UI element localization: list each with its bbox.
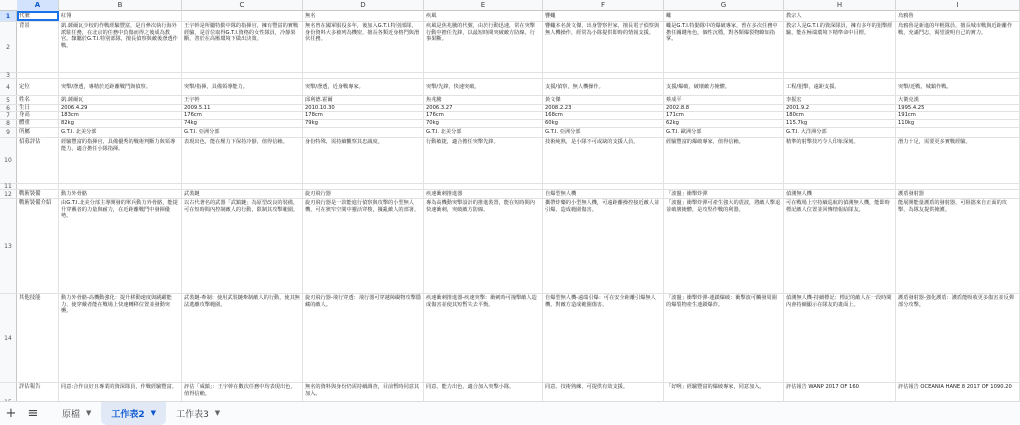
- table-row: [0, 120, 1020, 128]
- chevron-down-icon[interactable]: ▼: [150, 409, 157, 417]
- table-row: [0, 11, 1020, 22]
- cell-d3[interactable]: [303, 73, 424, 78]
- cell-f14[interactable]: 自爆型無人機-遠端引爆：可在安全距離引爆無人機，對敵方造成範圍傷害。: [543, 294, 664, 382]
- cell-i1[interactable]: 烏鴉魯: [896, 11, 1020, 21]
- table-row: [0, 96, 1020, 105]
- cell-h12[interactable]: 偵測無人機: [784, 190, 896, 198]
- cell-h8[interactable]: 115.7kg: [784, 120, 896, 127]
- cell-e12[interactable]: 疾速衝刺推進器: [424, 190, 543, 198]
- column-header-b[interactable]: B: [59, 0, 182, 11]
- cell-h14[interactable]: 偵測無人機-持續標記：標記的敵人在一段時間內會持續顯示在隊友的畫面上。: [784, 294, 896, 382]
- cell-i11[interactable]: [896, 184, 1020, 189]
- cell-a13[interactable]: 戰術裝備介紹: [17, 199, 59, 293]
- cell-i7[interactable]: 191cm: [896, 112, 1020, 119]
- column-header-bar: [0, 0, 1020, 11]
- table-row: [0, 22, 1020, 73]
- cell-b6[interactable]: 2006.4.29: [59, 105, 182, 111]
- cell-g13[interactable]: 「波盪」衝擊炸彈可產生強大的震波，將敵人擊退並破壞掩體，是攻堅作戰的利器。: [664, 199, 784, 293]
- cell-a8[interactable]: 體重: [17, 120, 59, 127]
- cell-e6[interactable]: 2006.3.27: [424, 105, 543, 111]
- cell-d1[interactable]: 無名: [303, 11, 424, 21]
- cell-g2[interactable]: 蠍是G.T.I.特勤隊中的爆破專家，曾在多次任務中擔任關鍵角色，個性沉穩，對各類爆裂物瞭如指掌。: [664, 22, 784, 72]
- cell-f13[interactable]: 攜帶炸藥的小型無人機，可遠距離操控接近敵人並引爆，造成範圍傷害。: [543, 199, 664, 293]
- cell-a9[interactable]: 所屬: [17, 128, 59, 137]
- chevron-down-icon[interactable]: ▼: [86, 409, 92, 417]
- cell-f2[interactable]: 響蠅本名黃文傑，出身警察世家，擅長電子偵察與無人機操作，經常為小隊提供即時的情報支援。: [543, 22, 664, 72]
- column-header-i[interactable]: I: [896, 0, 1020, 11]
- cell-e13[interactable]: 專為高機動突擊設計的推進裝置，能在短時間內快速衝刺，突破敵方防線。: [424, 199, 543, 293]
- cell-c6[interactable]: 2009.5.11: [182, 105, 303, 111]
- cell-c12[interactable]: 武裝鏈: [182, 190, 303, 198]
- cell-f1[interactable]: 響蠅: [543, 11, 664, 21]
- cell-a4[interactable]: 定位: [17, 79, 59, 95]
- cell-c13[interactable]: 以古代著名的武器「武鎮鏈」為原型改良的裝備，可在短時間內控制敵人的行動，限制其攻擊範圍。: [182, 199, 303, 293]
- cell-e7[interactable]: 176cm: [424, 112, 543, 119]
- cell-f3[interactable]: [543, 73, 664, 78]
- chevron-down-icon[interactable]: ▼: [214, 409, 221, 417]
- cell-h5[interactable]: 李振宏: [784, 96, 896, 104]
- cell-g5[interactable]: 蔡成平: [664, 96, 784, 104]
- cell-e3[interactable]: [424, 73, 543, 78]
- cell-g7[interactable]: 171cm: [664, 112, 784, 119]
- cell-b14[interactable]: 動力外骨骼-高機動強化：提升移動速度與跳躍能力，使穿戴者能在戰場上快速轉移位置並發動突襲。: [59, 294, 182, 382]
- cell-b7[interactable]: 183cm: [59, 112, 182, 119]
- table-row: [0, 199, 1020, 294]
- row-header[interactable]: 4: [0, 79, 17, 95]
- cell-h13[interactable]: 可在戰場上空持續巡航的偵測無人機，能即時標記敵人位置並回傳情報給隊友。: [784, 199, 896, 293]
- sheet-tab-original[interactable]: [52, 402, 101, 425]
- cell-a6[interactable]: 生日: [17, 105, 59, 111]
- row-header[interactable]: 7: [0, 112, 17, 119]
- cell-i13[interactable]: 能展開能量護盾的發射器，可阻擋來自正面的攻擊，為隊友提供掩護。: [896, 199, 1020, 293]
- cell-g9[interactable]: G.T.I. 歐洲分部: [664, 128, 784, 137]
- row-header[interactable]: 14: [0, 294, 17, 382]
- cell-g1[interactable]: 蠍: [664, 11, 784, 21]
- cell-c9[interactable]: G.T.I. 亞洲分部: [182, 128, 303, 137]
- row-header[interactable]: 9: [0, 128, 17, 137]
- cell-c8[interactable]: 74kg: [182, 120, 303, 127]
- row-header[interactable]: 12: [0, 190, 17, 198]
- cell-c4[interactable]: 突擊/指揮，具備領導能力。: [182, 79, 303, 95]
- cell-h4[interactable]: 工程/狙擊，遠距支援。: [784, 79, 896, 95]
- cell-e15[interactable]: 同意。能力出色，適合加入突擊小隊。: [424, 383, 543, 422]
- cell-a14[interactable]: 其他技能: [17, 294, 59, 382]
- cell-a10[interactable]: 招募評估: [17, 138, 59, 183]
- row-header[interactable]: 1: [0, 11, 17, 21]
- cell-a11[interactable]: [17, 184, 59, 189]
- cell-b2[interactable]: 凱.薩爾瓦少校的作戰經驗豐富，是自參次執行海外派駐任務，在北京的任務中負傷而得之後成為教官。隸屬於G.T.I.特別部隊，擅長偵察與敵後滲透作戰。: [59, 22, 182, 72]
- cell-a1[interactable]: 代號: [17, 11, 59, 21]
- cell-f4[interactable]: 支援/偵察，無人機操作。: [543, 79, 664, 95]
- cell-g3[interactable]: [664, 73, 784, 78]
- cell-b9[interactable]: G.T.I. 北美分部: [59, 128, 182, 137]
- add-sheet-button[interactable]: [0, 402, 22, 425]
- cell-i2[interactable]: 烏鴉魯是新進的年輕隊員，擅長城市戰與近距離作戰，充滿鬥志，渴望證明自己的實力。: [896, 22, 1020, 72]
- cell-c2[interactable]: 王宇幹是所屬特勤中隊的指揮官，擁有豐富的實戰經驗，是首位取得G.T.I.資格的女性隊員，冷靜果斷，善於在高壓環境下做出決策。: [182, 22, 303, 72]
- cell-f9[interactable]: G.T.I. 亞洲分部: [543, 128, 664, 137]
- column-header-d[interactable]: D: [303, 0, 424, 11]
- cell-e4[interactable]: 突擊/先鋒，快速突破。: [424, 79, 543, 95]
- cell-i12[interactable]: 護盾發射器: [896, 190, 1020, 198]
- cell-b8[interactable]: 82kg: [59, 120, 182, 127]
- cell-d6[interactable]: 2010.10.30: [303, 105, 424, 111]
- cell-g14[interactable]: 「波盪」衝擊炸彈-連鎖爆破：衝擊波可觸發周圍的爆裂物產生連鎖爆炸。: [664, 294, 784, 382]
- cell-i15[interactable]: 評估報告 OCEANIA HANE 8 2017 OF 1090.20: [896, 383, 1020, 422]
- cell-f6[interactable]: 2008.2.23: [543, 105, 664, 111]
- table-row: [0, 294, 1020, 383]
- cell-a15[interactable]: 評估報告: [17, 383, 59, 422]
- cell-c7[interactable]: 176cm: [182, 112, 303, 119]
- cell-h3[interactable]: [784, 73, 896, 78]
- cell-d15[interactable]: 無名的資料與身份仍需持續調查，目前暫時同意其加入。: [303, 383, 424, 422]
- cell-d4[interactable]: 突擊/滲透，近身戰專家。: [303, 79, 424, 95]
- table-row: [0, 105, 1020, 112]
- cell-d9[interactable]: [303, 128, 424, 137]
- row-header[interactable]: 13: [0, 199, 17, 293]
- cell-d14[interactable]: 旋刃飛行器-飛行穿透：飛行器可穿越障礙物攻擊隱藏的敵人。: [303, 294, 424, 382]
- all-sheets-button[interactable]: [22, 402, 44, 425]
- cell-h11[interactable]: [784, 184, 896, 189]
- cell-a2[interactable]: 背景: [17, 22, 59, 72]
- cell-d5[interactable]: 邱利德.霍爾: [303, 96, 424, 104]
- column-header-f[interactable]: F: [543, 0, 664, 11]
- cell-g11[interactable]: [664, 184, 784, 189]
- cell-g10[interactable]: 經驗豐富的爆破專家，值得信賴。: [664, 138, 784, 183]
- cell-e11[interactable]: [424, 184, 543, 189]
- cell-d10[interactable]: 身份特殊，需持續觀察其忠誠度。: [303, 138, 424, 183]
- cell-i10[interactable]: 潛力十足，需要更多實戰經驗。: [896, 138, 1020, 183]
- table-row: [0, 190, 1020, 199]
- cell-i5[interactable]: 大衛克漢: [896, 96, 1020, 104]
- cell-g4[interactable]: 支援/爆破，破壞敵方掩體。: [664, 79, 784, 95]
- sheet-tab-sheet2[interactable]: [101, 402, 166, 425]
- row-header[interactable]: 11: [0, 184, 17, 189]
- cell-g8[interactable]: 62kg: [664, 120, 784, 127]
- cell-e10[interactable]: 行動敏捷，適合擔任突擊先鋒。: [424, 138, 543, 183]
- sheet-tab-label: 工作表2: [111, 409, 145, 420]
- cell-e2[interactable]: 疾風是焦兆騰的代號，由於行動迅速，常在突擊行動中擔任先鋒，以最短時間突破敵方防線，行事果斷。: [424, 22, 543, 72]
- cell-c1[interactable]: [182, 11, 303, 21]
- row-header[interactable]: 2: [0, 22, 17, 72]
- cell-c3[interactable]: [182, 73, 303, 78]
- cell-c5[interactable]: 王宇幹: [182, 96, 303, 104]
- cell-e9[interactable]: G.T.I. 北美分部: [424, 128, 543, 137]
- cell-a3[interactable]: [17, 73, 59, 78]
- cell-a7[interactable]: 身高: [17, 112, 59, 119]
- row-header[interactable]: 6: [0, 105, 17, 111]
- cell-c15[interactable]: 評估「威鎮」：王宇幹在數次任務中均表現出色，值得信賴。: [182, 383, 303, 422]
- cell-h7[interactable]: 180cm: [784, 112, 896, 119]
- cell-h6[interactable]: 2001.9.2: [784, 105, 896, 111]
- cell-f12[interactable]: 自爆型無人機: [543, 190, 664, 198]
- cell-c10[interactable]: 表現出色，能在壓力下保持冷靜，值得信賴。: [182, 138, 303, 183]
- cell-i6[interactable]: 1995.4.25: [896, 105, 1020, 111]
- plus-icon: +: [5, 405, 17, 421]
- cell-b5[interactable]: 凱.薩爾瓦: [59, 96, 182, 104]
- cell-h1[interactable]: 教宗人: [784, 11, 896, 21]
- cell-c11[interactable]: [182, 184, 303, 189]
- cell-e8[interactable]: 70kg: [424, 120, 543, 127]
- cell-f11[interactable]: [543, 184, 664, 189]
- cell-i3[interactable]: [896, 73, 1020, 78]
- column-header-e[interactable]: E: [424, 0, 543, 11]
- cell-d11[interactable]: [303, 184, 424, 189]
- row-header[interactable]: 8: [0, 120, 17, 127]
- cell-a12[interactable]: 戰術裝備: [17, 190, 59, 198]
- cell-b15[interactable]: 同意:合作良好且專業的資深隊員，作戰經驗豐富。: [59, 383, 182, 422]
- cell-f5[interactable]: 黃文傑: [543, 96, 664, 104]
- cell-g15[interactable]: 「好咧」經驗豐富的爆破專家，同意加入。: [664, 383, 784, 422]
- cell-b10[interactable]: 經驗豐富的指揮官，具備優秀的戰術判斷力與領導能力，適合擔任小隊指揮。: [59, 138, 182, 183]
- sheet-tab-bar: [0, 401, 1020, 424]
- cell-i14[interactable]: 護盾發射器-強化護盾：護盾能吸收更多傷害並反彈部分攻擊。: [896, 294, 1020, 382]
- cell-c14[interactable]: 武裝鏈-牽制：使用武裝鏈牽制敵人的行動，使其無法逃離攻擊範圍。: [182, 294, 303, 382]
- row-header[interactable]: 10: [0, 138, 17, 183]
- table-row: [0, 128, 1020, 138]
- cell-d12[interactable]: 旋刃飛行器: [303, 190, 424, 198]
- sheet-tab-sheet3[interactable]: [166, 402, 230, 425]
- cell-h15[interactable]: 評估報告 WANP 2017 OF 160: [784, 383, 896, 422]
- row-header[interactable]: 3: [0, 73, 17, 78]
- cell-d13[interactable]: 旋刃飛行器是一款能進行偵察與攻擊的小型無人機，可在狹窄空間中靈活穿梭，擾亂敵人的部署。: [303, 199, 424, 293]
- cell-a5[interactable]: 姓名: [17, 96, 59, 104]
- cell-d7[interactable]: 178cm: [303, 112, 424, 119]
- cell-i8[interactable]: 110kg: [896, 120, 1020, 127]
- column-header-a[interactable]: A: [17, 0, 59, 11]
- cell-i9[interactable]: [896, 128, 1020, 137]
- column-header-h[interactable]: H: [784, 0, 896, 11]
- cell-f7[interactable]: 168cm: [543, 112, 664, 119]
- cell-d2[interactable]: 無名曾在國軍服役多年，後加入G.T.I.特別部隊，身份資料大多被列為機密，擅長各類近身格鬥與潛伏任務。: [303, 22, 424, 72]
- cell-b11[interactable]: [59, 184, 182, 189]
- cell-e14[interactable]: 疾速衝刺推進器-疾速突擊：衝刺時可撞擊敵人造成傷害並使其短暫失去平衡。: [424, 294, 543, 382]
- sheet-tab-label: 原檔: [62, 409, 81, 420]
- row-header[interactable]: 5: [0, 96, 17, 104]
- cell-d8[interactable]: 79kg: [303, 120, 424, 127]
- cell-f8[interactable]: 60kg: [543, 120, 664, 127]
- column-header-g[interactable]: G: [664, 0, 784, 11]
- cell-b4[interactable]: 突擊/滲透，專精於近距離戰鬥與偵察。: [59, 79, 182, 95]
- cell-e1[interactable]: 疾風: [424, 11, 543, 21]
- cell-i4[interactable]: 突擊/近戰，城鎮作戰。: [896, 79, 1020, 95]
- table-row: [0, 79, 1020, 96]
- table-row: [0, 112, 1020, 120]
- cell-b1[interactable]: 紅翎: [59, 11, 182, 21]
- cell-f10[interactable]: 技術純熟，是小隊不可或缺的支援人員。: [543, 138, 664, 183]
- cell-b12[interactable]: 動力外骨骼: [59, 190, 182, 198]
- cell-b13[interactable]: 由G.T.I.北美分部主導開發的單兵動力外骨骼，能提升穿戴者的力量與耐力，在近距離戰鬥中發揮優勢。: [59, 199, 182, 293]
- cell-b3[interactable]: [59, 73, 182, 78]
- cell-f15[interactable]: 同意。技術熟練，可提供有效支援。: [543, 383, 664, 422]
- cell-e5[interactable]: 焦兆騰: [424, 96, 543, 104]
- cell-h10[interactable]: 精準的射擊技巧令人印象深刻。: [784, 138, 896, 183]
- sheet-tab-label: 工作表3: [176, 409, 209, 420]
- cell-h2[interactable]: 教宗人是G.T.I.的資深隊員，擁有多年的狙擊經驗，能在極端環境下精準命中目標。: [784, 22, 896, 72]
- cell-h9[interactable]: G.T.I. 大洋洲分部: [784, 128, 896, 137]
- table-row: [0, 138, 1020, 184]
- column-header-c[interactable]: C: [182, 0, 303, 11]
- cell-g6[interactable]: 2002.8.8: [664, 105, 784, 111]
- cell-g12[interactable]: 「波盪」衝擊炸彈: [664, 190, 784, 198]
- menu-icon: ≡: [27, 405, 39, 421]
